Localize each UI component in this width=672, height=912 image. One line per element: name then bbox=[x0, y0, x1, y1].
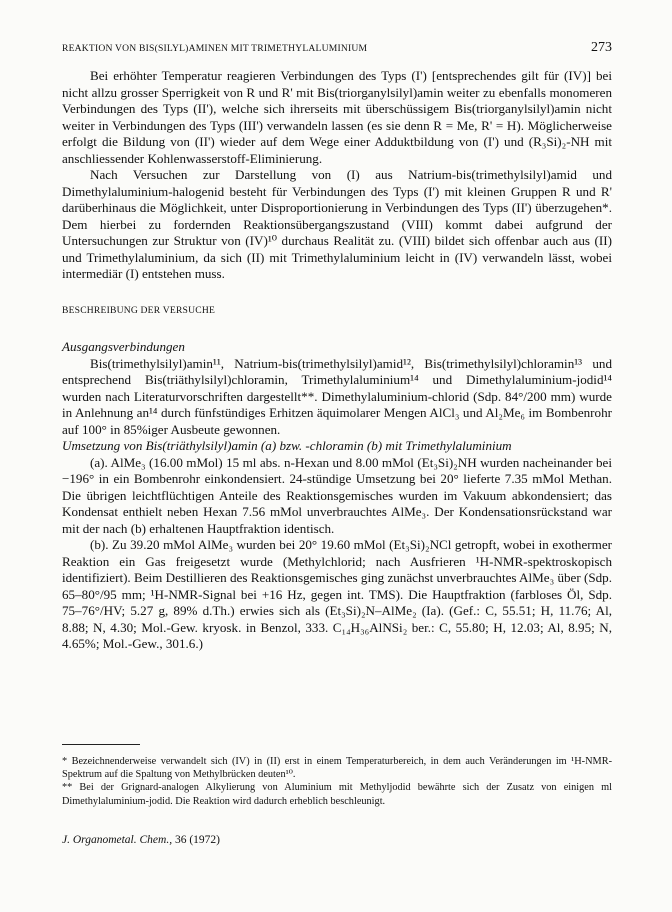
reaction-a-text: (a). AlMe₃ (16.00 mMol) 15 ml abs. n-Hexan und 8.00 mMol (Et₃Si)₂NH wurden nacheinander bei −196° in ein Bombenrohr einkondensiert. 24-stündige Umsetzung bei 20° lieferte 7.35 mMol Methan. Die übrigen leichtflüchtigen Anteile des Reaktionsgemisches wurden im Vakuum abkondensiert; das Kondensat enthielt neben Hexan 7.56 mMol unverbrauchtes AlMe₃. Der Kondensationsrückstand war mit der nach (b) erhaltenen Hauptfraktion identisch. bbox=[62, 454, 612, 536]
journal-volume: 36 (1972) bbox=[174, 834, 221, 846]
running-head: REAKTION VON BIS(SILYL)AMINEN MIT TRIMETHYLALUMINIUM bbox=[62, 43, 368, 54]
page-header bbox=[62, 40, 612, 56]
subsection-title-reaction: Umsetzung von Bis(triäthylsilyl)amin (a) bzw. -chloramin (b) mit Trimethylaluminium bbox=[62, 438, 512, 453]
footnotes bbox=[62, 744, 612, 808]
reaction-b-text: (b). Zu 39.20 mMol AlMe₃ wurden bei 20° 19.60 mMol (Et₃Si)₂NCl getropft, wobei in exothermer Reaktion ein Gas freigesetzt wurde (Methylchlorid; nach Ausfrieren ¹H-NMR-spektroskopisch identifiziert). Beim Destillieren des Reaktionsgemisches ging zunächst unverbrauchtes AlMe₃ über (Sdp. 65–80°/95 mm; ¹H-NMR-Signal bei +16 Hz, gegen int. TMS). Die Hauptfraktion (farbloses Öl, Sdp. 75–76°/HV; 5.27 g, 89% d.Th.) erwies sich als (Et₃Si)₂N–AlMe₂ (Ia). (Gef.: C, 55.51; H, 11.76; Al, 8.88; N, 4.30; Mol.-Gew. kryosk. in Benzol, 333. C₁₄H₃₆AlNSi₂ ber.: C, 55.80; H, 12.03; Al, 8.95; N, 4.65%; Mol.-Gew., 301.6.) bbox=[62, 537, 612, 651]
footnote-2: ** Bei der Grignard-analogen Alkylierung von Aluminium mit Methyljodid bewährte sich der Zusatz von einigen ml Dimethylaluminium-jodid. Die Reaktion wird dadurch erheblich beschleunigt. bbox=[62, 782, 612, 807]
paragraph-1: Bei erhöhter Temperatur reagieren Verbindungen des Typs (I') [entsprechendes gilt für (IV)] bei nicht allzu grosser Sperrigkeit von R und R' mit Bis(triorganylsilyl)amin weiter zu ebenfalls monomeren Verbindungen des Typs (II'), welche sich ihrerseits mit überschüssigem Bis(triorganylsilyl)amin nicht weiter in Verbindungen des Typs (III') verwandeln lassen (es sie denn R = Me, R' = H). Möglicherweise erfolgt die Bildung von (II') wieder auf dem Wege einer Adduktbildung von (I') und (R₃Si)₂-NH mit anschliessender Kohlenwasserstoff-Eliminierung. bbox=[62, 68, 612, 166]
subsection-title-starting-materials: Ausgangsverbindungen bbox=[62, 339, 185, 354]
paragraph-2: Nach Versuchen zur Darstellung von (I) aus Natrium-bis(trimethylsilyl)amid und Dimethylaluminium-halogenid besteht für Verbindungen des Typs (I') mit kleinen Gruppen R und R' darüberhinaus die Möglichkeit, unter Disproportionierung in Verbindungen des Typs (II') überzugehen*. Dem hierbei zu fordernden Reaktionsübergangszustand (VIII) kommt dabei aufgrund der Untersuchungen zur Struktur von (IV)¹⁰ durchaus Realität zu. (VIII) bildet sich offenbar auch aus (II) und Trimethylaluminium, da sich (II) mit Trimethylaluminium leicht in (IV) verwandeln lässt, wobei intermediär (I) entstehen muss. bbox=[62, 167, 612, 281]
section-heading: BESCHREIBUNG DER VERSUCHE bbox=[62, 304, 216, 316]
page-number: 273 bbox=[591, 40, 612, 55]
footnote-rule bbox=[62, 744, 140, 745]
journal-citation bbox=[62, 834, 220, 846]
main-text bbox=[62, 68, 612, 653]
journal-name: J. Organometal. Chem., bbox=[62, 834, 173, 846]
footnote-1: * Bezeichnenderweise verwandelt sich (IV) in (II) erst in einem Temperaturbereich, in dem auch Veränderungen im ¹H-NMR-Spektrum auf die Spaltung von Methylbrücken deuten¹⁰. bbox=[62, 756, 612, 781]
starting-materials-text: Bis(trimethylsilyl)amin¹¹, Natrium-bis(trimethylsilyl)amid¹², Bis(trimethylsilyl)chloramin¹³ und entsprechend Bis(triäthylsilyl)chloramin, Trimethylaluminium¹⁴ und Dimethylaluminium-jodid¹⁴ wurden nach Literaturvorschriften dargestellt**. Dimethylaluminium-chlorid (Sdp. 84°/200 mm) wurde in Anlehnung an¹⁴ durch fünfstündiges Erhitzen äquimolarer Mengen AlCl₃ und Al₂Me₆ im Bombenrohr auf 100° in 85%iger Ausbeute gewonnen. bbox=[62, 355, 612, 437]
